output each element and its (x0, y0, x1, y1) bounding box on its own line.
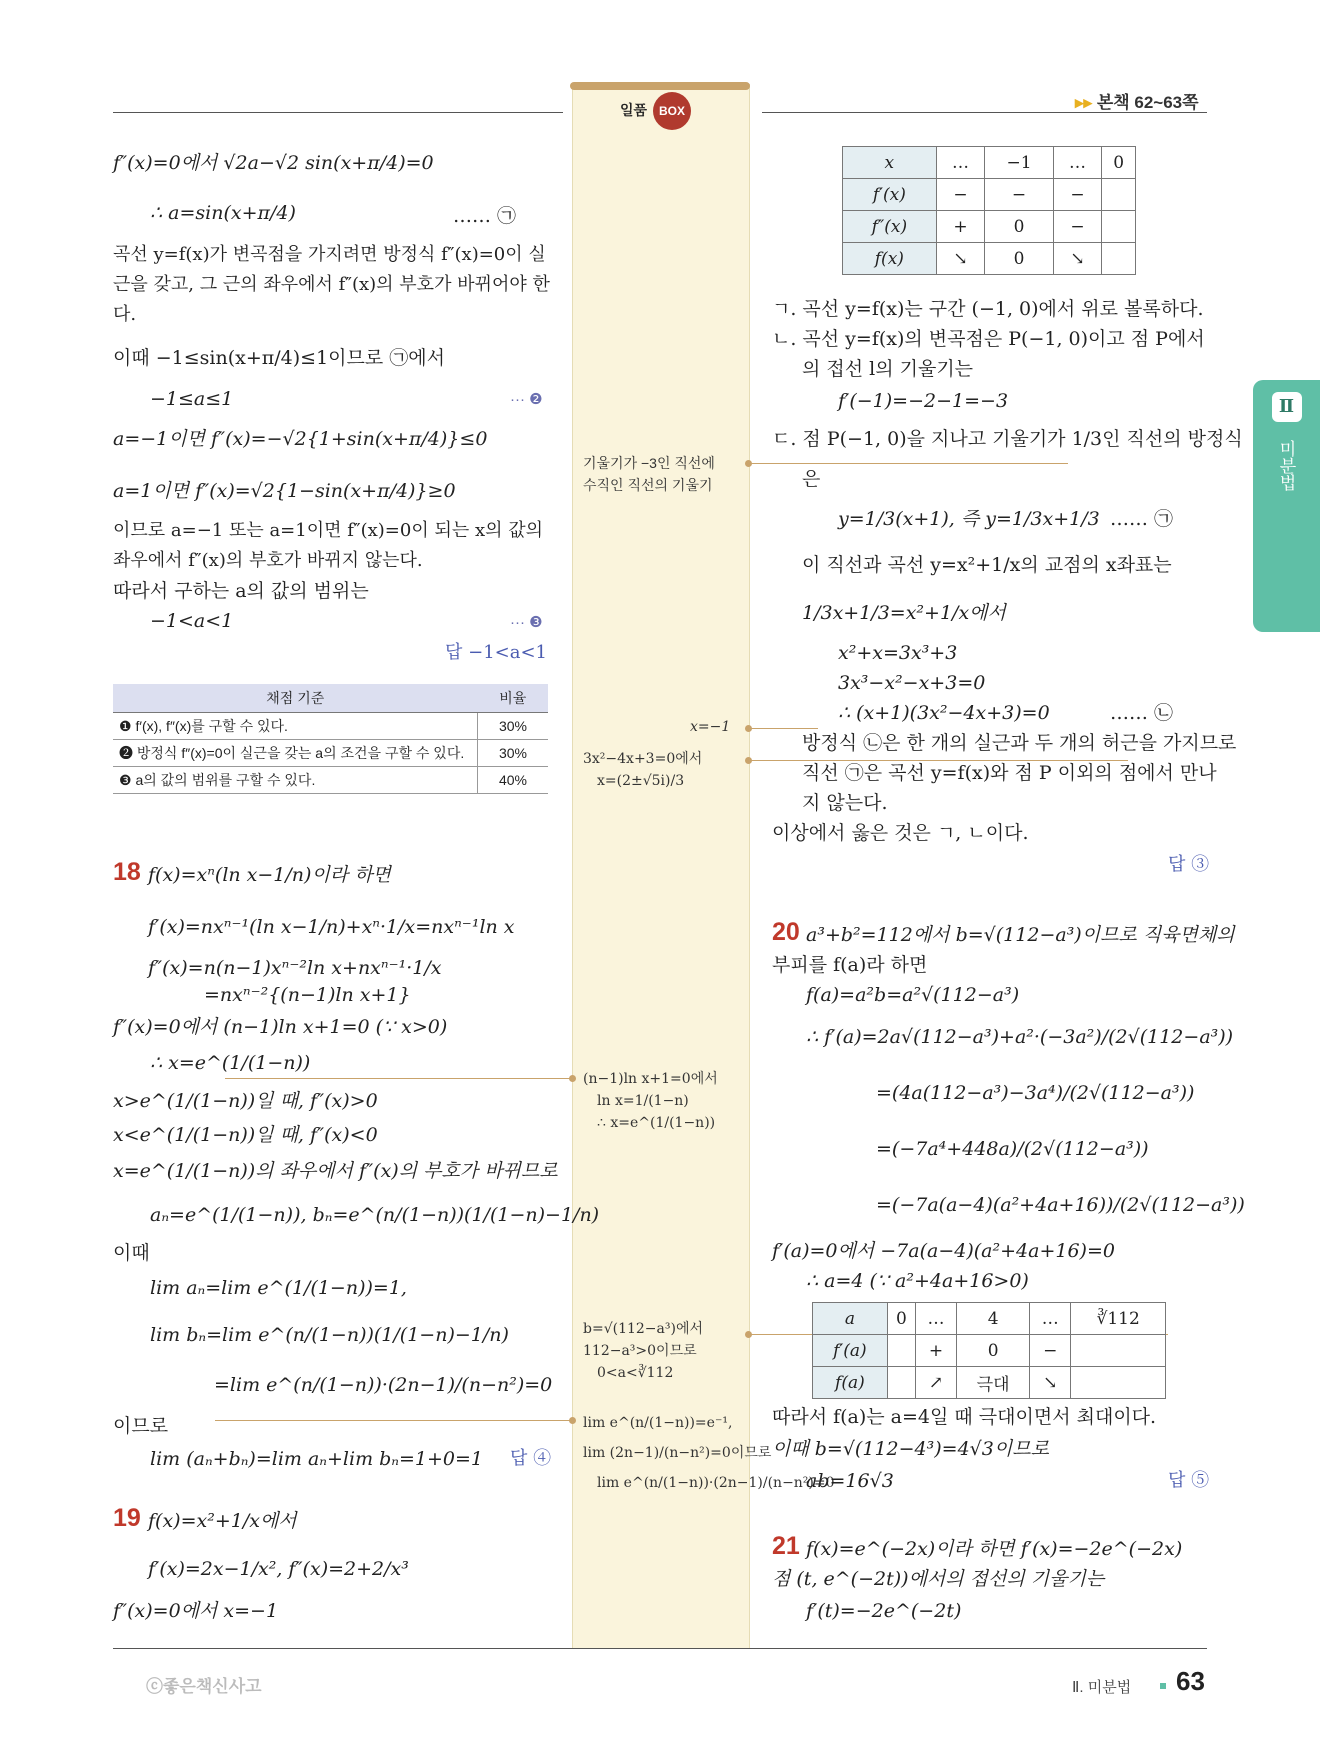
center-note-1 (583, 452, 715, 496)
p18-line: =nxⁿ⁻²{(n−1)ln x+1} (204, 984, 411, 1006)
sign-cell: … (1053, 147, 1102, 179)
sign-cell (1102, 211, 1136, 243)
side-tab-roman: Ⅱ (1272, 392, 1302, 422)
p18-line: lim (aₙ+bₙ)=lim aₙ+lim bₙ=1+0=1 (150, 1448, 484, 1470)
footer-dot (1160, 1683, 1166, 1689)
r21-line: f′(t)=−2e^(−2t) (806, 1600, 962, 1622)
center-note-line: 기울기가 −3인 직선에 (583, 455, 715, 471)
left-line-8: −1<a<1 (150, 610, 234, 632)
sign-table-row (843, 243, 1136, 275)
p18-line: f′(x)=nxⁿ⁻¹(ln x−1/n)+xⁿ·1/x=nxⁿ⁻¹ln x (148, 916, 515, 938)
r20-line: f(a)=a²b=a²√(112−a³) (806, 984, 1020, 1006)
r19-line: 은 (802, 468, 821, 490)
r20-line: a³+b²=112에서 b=√(112−a³)이므로 직육면체의 (806, 924, 1235, 946)
header-rule-left (113, 112, 563, 113)
sign-cell: x (843, 147, 937, 179)
grading-row (113, 740, 548, 767)
sign-cell: ↘ (936, 243, 985, 275)
answer-20: 답 ⑤ (1168, 1470, 1210, 1491)
sign-cell: −1 (985, 147, 1053, 179)
sign-cell: 0 (956, 1335, 1029, 1367)
r19-line: x²+x=3x³+3 (838, 642, 958, 664)
sign-cell (887, 1367, 915, 1399)
grading-ratio: 30% (478, 713, 549, 740)
sign-cell: 0 (985, 211, 1053, 243)
sign-table-20 (812, 1302, 1166, 1399)
r19-line: 의 접선 l의 기울기는 (802, 358, 974, 380)
left-line-4-mark: ··· ❷ (510, 391, 543, 408)
center-note-line: 0<a<∛112 (597, 1365, 674, 1381)
r20-line: f′(a)=0에서 −7a(a−4)(a²+4a+16)=0 (772, 1240, 1115, 1262)
sign-table-row (813, 1367, 1166, 1399)
footer-copyright: ⓒ좋은책신사고 (146, 1677, 262, 1696)
p18-line: =lim e^(n/(1−n))·(2n−1)/(n−n²)=0 (214, 1374, 553, 1396)
center-note-line: x=(2±√5i)/3 (597, 773, 685, 789)
page-ref (1075, 88, 1199, 113)
answer-19: 답 ③ (1168, 854, 1210, 875)
r21-line: 점 (t, e^(−2t))에서의 접선의 기울기는 (772, 1568, 1105, 1590)
answer-18: 답 ④ (510, 1448, 552, 1469)
answer-17: 답 −1<a<1 (445, 642, 547, 663)
p18-line: x=e^(1/(1−n))의 좌우에서 f″(x)의 부호가 바뀌므로 (113, 1160, 558, 1182)
box-column-cap (570, 82, 750, 90)
center-note-line: lim (2n−1)/(n−n²)=0이므로 (583, 1445, 772, 1461)
center-note-line: 3x²−4x+3=0에서 (583, 751, 703, 767)
p18-line: 이때 (113, 1242, 150, 1264)
grading-ratio: 40% (478, 767, 549, 794)
connector-line (225, 1078, 572, 1079)
sign-cell (1071, 1367, 1166, 1399)
sign-cell: ↗ (916, 1367, 957, 1399)
p18-line: x<e^(1/(1−n))일 때, f″(x)<0 (113, 1124, 378, 1146)
sign-cell: + (916, 1335, 957, 1367)
center-note-line: 수직인 직선의 기울기 (583, 477, 713, 493)
side-tab[interactable] (1253, 380, 1320, 632)
problem-18-number: 18 (113, 858, 141, 886)
p18-line: 이므로 (113, 1415, 169, 1437)
r19-line: ㄷ. 점 P(−1, 0)을 지나고 기울기가 1/3인 직선의 방정식 (772, 428, 1243, 450)
sign-cell: a (813, 1303, 888, 1335)
grading-header-criteria: 채점 기준 (113, 684, 478, 713)
r19-line: f′(−1)=−2−1=−3 (838, 390, 1009, 412)
r19-line: ㄱ. 곡선 y=f(x)는 구간 (−1, 0)에서 위로 볼록하다. (772, 298, 1204, 320)
r19-line: 3x³−x²−x+3=0 (838, 672, 986, 694)
connector-dot (745, 757, 752, 764)
sign-cell (1102, 243, 1136, 275)
p18-line: ∴ x=e^(1/(1−n)) (150, 1052, 311, 1074)
r19-line: …… ㉡ (1110, 702, 1174, 724)
p18-line: lim aₙ=lim e^(1/(1−n))=1, (150, 1277, 407, 1299)
left-line-3: 이때 −1≤sin(x+π/4)≤1이므로 ㉠에서 (113, 347, 445, 369)
r20-line: =(4a(112−a³)−3a⁴)/(2√(112−a³)) (876, 1082, 1195, 1104)
p18-line: f(x)=xⁿ(ln x−1/n)이라 하면 (148, 864, 391, 886)
r20-line: 부피를 f(a)라 하면 (772, 954, 928, 976)
center-note-4 (583, 1068, 718, 1134)
sign-cell (1071, 1335, 1166, 1367)
grading-criteria: ❸ a의 값의 범위를 구할 수 있다. (113, 767, 478, 794)
p18-line: f″(x)=0에서 (n−1)ln x+1=0 (∵ x>0) (113, 1016, 448, 1038)
p19-line: f″(x)=0에서 x=−1 (113, 1600, 279, 1622)
left-line-4: −1≤a≤1 (150, 388, 234, 410)
sign-cell: f(x) (843, 243, 937, 275)
left-line-2: ∴ a=sin(x+π/4) (150, 202, 296, 224)
sign-table-header (843, 147, 1136, 179)
r20-line: ∴ f′(a)=2a√(112−a³)+a²·(−3a²)/(2√(112−a³)) (806, 1026, 1234, 1048)
left-paragraph-1: 곡선 y=f(x)가 변곡점을 가지려면 방정식 f″(x)=0이 실근을 갖고, 그 근의 좌우에서 f″(x)의 부호가 바뀌어야 한다. (113, 244, 550, 325)
left-line-6: a=1이면 f″(x)=√2{1−sin(x+π/4)}≥0 (113, 480, 456, 502)
r20-line: ∴ a=4 (∵ a²+4a+16>0) (806, 1270, 1029, 1292)
connector-line (748, 728, 818, 729)
grading-header-ratio: 비율 (478, 684, 549, 713)
center-note-line: b=√(112−a³)에서 (583, 1321, 703, 1337)
box-header (620, 92, 691, 130)
sign-table-19 (842, 146, 1136, 275)
sign-cell: − (1053, 179, 1102, 211)
r19-line: ∴ (x+1)(3x²−4x+3)=0 (838, 702, 1050, 724)
connector-dot (569, 1417, 576, 1424)
connector-dot (745, 460, 752, 467)
center-note-line: lim e^(n/(1−n))=e⁻¹, (583, 1415, 733, 1431)
center-note-line: 112−a³>0이므로 (583, 1343, 697, 1359)
p18-line: x>e^(1/(1−n))일 때, f″(x)>0 (113, 1090, 378, 1112)
sign-cell: … (916, 1303, 957, 1335)
sign-cell: − (1053, 211, 1102, 243)
center-note-line: (n−1)ln x+1=0에서 (583, 1071, 718, 1087)
sign-cell: + (936, 211, 985, 243)
r19-line: 직선 ㉠은 곡선 y=f(x)와 점 P 이외의 점에서 만나 (802, 762, 1217, 784)
grading-header-row (113, 684, 548, 713)
left-line-1: f″(x)=0에서 √2a−√2 sin(x+π/4)=0 (113, 152, 434, 174)
sign-cell: 극대 (956, 1367, 1029, 1399)
center-note-line: ln x=1/(1−n) (597, 1093, 689, 1109)
box-badge: BOX (653, 92, 691, 130)
sign-cell: − (936, 179, 985, 211)
left-line-7: 따라서 구하는 a의 값의 범위는 (113, 580, 369, 602)
sign-cell (887, 1335, 915, 1367)
sign-cell: ↘ (1053, 243, 1102, 275)
center-note-3 (583, 748, 702, 792)
r19-line: 지 않는다. (802, 792, 888, 814)
center-note-2: x=−1 (690, 719, 731, 735)
sign-cell: 4 (956, 1303, 1029, 1335)
sign-cell: … (936, 147, 985, 179)
center-note-line: ∴ x=e^(1/(1−n)) (597, 1115, 716, 1131)
r20b-line: 이때 b=√(112−4³)=4√3이므로 (772, 1438, 1049, 1460)
side-tab-label: 미분법 (1276, 440, 1296, 491)
r19-line: 방정식 ㉡은 한 개의 실근과 두 개의 허근을 가지므로 (802, 732, 1237, 754)
sign-cell: − (985, 179, 1053, 211)
page-ref-text: 본책 62~63쪽 (1096, 93, 1199, 112)
sign-table-header (813, 1303, 1166, 1335)
r20b-line: 따라서 f(a)는 a=4일 때 극대이면서 최대이다. (772, 1406, 1157, 1428)
r20-line: =(−7a⁴+448a)/(2√(112−a³)) (876, 1138, 1149, 1160)
grading-ratio: 30% (478, 740, 549, 767)
page-ref-arrow-icon: ▸▸ (1075, 93, 1093, 112)
r20-line: =(−7a(a−4)(a²+4a+16))/(2√(112−a³)) (876, 1194, 1245, 1216)
p18-line: aₙ=e^(1/(1−n)), bₙ=e^(n/(1−n))(1/(1−n)−1/n) (150, 1204, 600, 1226)
footer-chapter: Ⅱ. 미분법 (1072, 1679, 1132, 1696)
sign-cell: ↘ (1030, 1367, 1071, 1399)
grading-table (113, 684, 548, 794)
left-line-8-mark: ··· ❸ (510, 614, 543, 631)
sign-cell: f(a) (813, 1367, 888, 1399)
p19-line: f(x)=x²+1/x에서 (148, 1510, 297, 1532)
box-label: 일품 (620, 102, 648, 118)
connector-line (215, 1420, 572, 1421)
problem-21-number: 21 (772, 1532, 800, 1560)
left-paragraph-2: 이므로 a=−1 또는 a=1이면 f″(x)=0이 되는 x의 값의 좌우에서 f″(x)의 부호가 바뀌지 않는다. (113, 520, 543, 571)
r19-line: ㄴ. 곡선 y=f(x)의 변곡점은 P(−1, 0)이고 점 P에서 (772, 328, 1205, 350)
sign-cell: f′(a) (813, 1335, 888, 1367)
grading-row (113, 767, 548, 794)
r21-line: f(x)=e^(−2x)이라 하면 f′(x)=−2e^(−2x) (806, 1538, 1183, 1560)
r19-line: 이 직선과 곡선 y=x²+1/x의 교점의 x좌표는 (802, 554, 1172, 576)
p18-line: lim bₙ=lim e^(n/(1−n))(1/(1−n)−1/n) (150, 1324, 509, 1346)
problem-20-number: 20 (772, 918, 800, 946)
r19-line: 1/3x+1/3=x²+1/x에서 (802, 602, 1006, 624)
connector-dot (745, 1331, 752, 1338)
footer-rule (113, 1648, 1207, 1649)
sign-cell: 0 (1102, 147, 1136, 179)
sign-cell: 0 (887, 1303, 915, 1335)
sign-table-row (813, 1335, 1166, 1367)
grading-criteria: ❷ 방정식 f″(x)=0이 실근을 갖는 a의 조건을 구할 수 있다. (113, 740, 478, 767)
r19-line: …… ㉠ (1110, 508, 1174, 530)
sign-cell: f″(x) (843, 211, 937, 243)
sign-cell: − (1030, 1335, 1071, 1367)
center-note-5 (583, 1318, 703, 1384)
problem-19-number: 19 (113, 1504, 141, 1532)
sign-cell: ∛112 (1071, 1303, 1166, 1335)
p19-line: f′(x)=2x−1/x², f″(x)=2+2/x³ (148, 1558, 409, 1580)
r19-line: y=1/3(x+1), 즉 y=1/3x+1/3 (838, 508, 1100, 530)
r19-line: 이상에서 옳은 것은 ㄱ, ㄴ이다. (772, 822, 1029, 844)
left-line-2-mark: …… ㉠ (453, 205, 517, 227)
sign-table-row (843, 179, 1136, 211)
sign-cell: 0 (985, 243, 1053, 275)
connector-line (748, 463, 1068, 464)
connector-dot (569, 1075, 576, 1082)
r20b-line: ab=16√3 (806, 1470, 894, 1492)
left-line-5: a=−1이면 f″(x)=−√2{1+sin(x+π/4)}≤0 (113, 428, 488, 450)
connector-dot (745, 725, 752, 732)
p18-line: f″(x)=n(n−1)xⁿ⁻²ln x+nxⁿ⁻¹·1/x (148, 957, 442, 979)
center-note-line: lim e^(n/(1−n))·(2n−1)/(n−n²)=0 (597, 1475, 835, 1491)
sign-cell: … (1030, 1303, 1071, 1335)
sign-table-row (843, 211, 1136, 243)
sign-cell: f′(x) (843, 179, 937, 211)
sign-cell (1102, 179, 1136, 211)
grading-criteria: ❶ f′(x), f″(x)를 구할 수 있다. (113, 713, 478, 740)
grading-row (113, 713, 548, 740)
footer-page-number: 63 (1176, 1666, 1205, 1696)
